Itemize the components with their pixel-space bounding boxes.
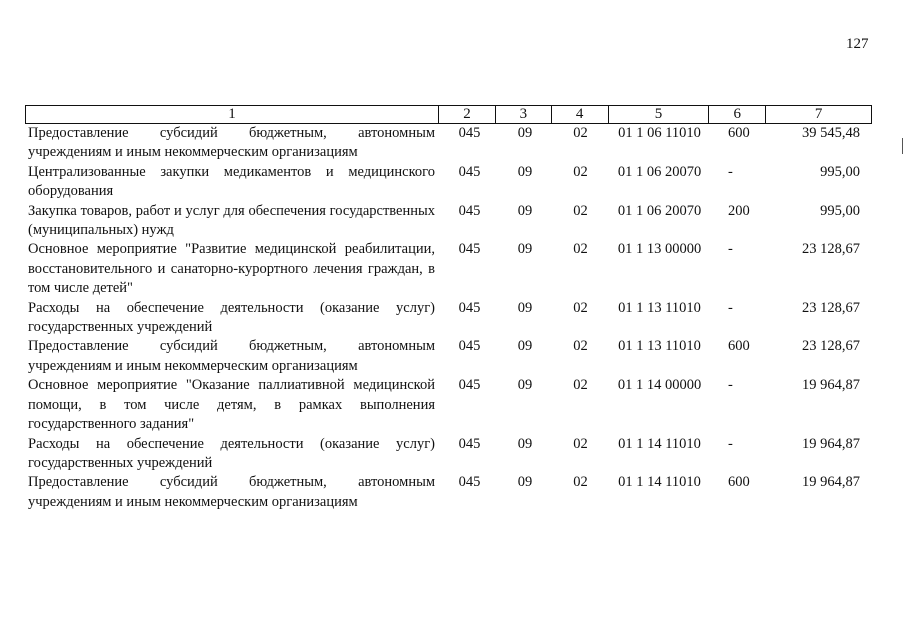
header-col-2: 2	[439, 106, 496, 123]
row-col-7: 23 128,67	[802, 241, 860, 258]
row-col-5: 01 1 14 00000	[617, 377, 702, 394]
row-name: Основное мероприятие "Развитие медицинской реабилитации, восстановительного и санаторно-курортного лечения граждан, в том числе детей"	[28, 241, 435, 297]
row-col-6: -	[728, 163, 733, 180]
row-col-3: 09	[517, 163, 533, 180]
row-col-3: 09	[517, 202, 533, 219]
row-col-4: 02	[573, 338, 588, 355]
row-name: Предоставление субсидий бюджетным, автономным учреждениям и иным некоммерческим организациям	[28, 125, 435, 161]
row-name: Закупка товаров, работ и услуг для обеспечения государственных (муниципальных) нужд	[28, 202, 435, 239]
row-col-7: 23 128,67	[802, 299, 860, 316]
header-col-4: 4	[552, 106, 609, 123]
row-col-4: 02	[573, 241, 588, 258]
header-col-5: 5	[609, 106, 710, 123]
row-col-7: 19 964,87	[802, 377, 860, 394]
row-col-3: 09	[517, 299, 533, 316]
row-name: Предоставление субсидий бюджетным, автономным учреждениям и иным некоммерческим организациям	[28, 474, 435, 510]
row-col-3: 09	[517, 338, 533, 355]
row-col-2: 045	[458, 474, 481, 491]
row-col-4: 02	[573, 474, 588, 491]
header-col-3: 3	[496, 106, 552, 123]
row-col-2: 045	[458, 125, 481, 141]
header-col-6: 6	[709, 106, 766, 123]
row-col-2: 045	[458, 202, 481, 219]
table-row	[25, 337, 872, 376]
row-col-2: 045	[458, 377, 481, 394]
row-col-2: 045	[458, 241, 481, 258]
table-header-row	[25, 105, 872, 124]
table-row	[25, 299, 872, 338]
table-row	[25, 163, 872, 202]
table-row	[25, 435, 872, 474]
row-col-5: 01 1 13 11010	[618, 338, 701, 355]
row-col-4: 02	[573, 435, 588, 452]
row-col-2: 045	[458, 163, 481, 180]
row-col-4: 02	[573, 202, 588, 219]
row-col-6: 600	[728, 474, 750, 491]
table-row	[25, 124, 872, 163]
row-name: Расходы на обеспечение деятельности (оказание услуг) государственных учреждений	[28, 435, 435, 471]
table-row	[25, 240, 872, 298]
header-col-7: 7	[814, 106, 823, 122]
row-name: Расходы на обеспечение деятельности (оказание услуг) государственных учреждений	[28, 299, 435, 336]
row-col-6: -	[728, 377, 733, 394]
row-col-7: 995,00	[820, 202, 860, 219]
page-number: 127	[846, 36, 869, 52]
row-col-5: 01 1 14 11010	[618, 435, 701, 452]
row-col-4: 02	[573, 125, 588, 141]
row-col-5: 01 1 13 00000	[617, 241, 702, 258]
row-col-7: 23 128,67	[802, 338, 860, 355]
row-name: Предоставление субсидий бюджетным, автономным учреждениям и иным некоммерческим организациям	[28, 338, 435, 374]
row-col-6: 600	[728, 125, 750, 141]
row-col-2: 045	[458, 299, 481, 316]
row-col-5: 01 1 14 11010	[618, 474, 701, 491]
row-col-6: -	[728, 299, 733, 316]
row-col-6: 600	[728, 338, 750, 355]
row-col-7: 19 964,87	[802, 474, 860, 491]
row-name: Основное мероприятие "Оказание паллиативной медицинской помощи, в том числе детям, в рамках выполнения государственного задания"	[28, 377, 435, 433]
row-col-3: 09	[517, 377, 533, 394]
row-col-4: 02	[573, 377, 588, 394]
scan-edge-mark	[902, 138, 903, 154]
row-col-5: 01 1 06 11010	[618, 125, 701, 141]
row-col-3: 09	[517, 125, 533, 141]
row-name: Централизованные закупки медикаментов и медицинского оборудования	[28, 163, 435, 200]
row-col-6: -	[728, 435, 733, 452]
row-col-7: 995,00	[820, 163, 860, 180]
row-col-3: 09	[517, 435, 533, 452]
table-body	[25, 124, 872, 512]
header-col-1: 1	[26, 106, 439, 123]
row-col-2: 045	[458, 435, 481, 452]
row-col-6: 200	[728, 202, 750, 219]
row-col-5: 01 1 06 20070	[617, 163, 702, 180]
table-row	[25, 473, 872, 512]
row-col-6: -	[728, 241, 733, 258]
table-row	[25, 202, 872, 241]
row-col-2: 045	[458, 338, 481, 355]
row-col-4: 02	[573, 163, 588, 180]
row-col-7: 39 545,48	[802, 125, 860, 141]
table-row	[25, 376, 872, 434]
row-col-3: 09	[517, 241, 533, 258]
row-col-5: 01 1 06 20070	[617, 202, 702, 219]
row-col-4: 02	[573, 299, 588, 316]
row-col-3: 09	[517, 474, 533, 491]
row-col-7: 19 964,87	[802, 435, 860, 452]
row-col-5: 01 1 13 11010	[618, 299, 701, 316]
